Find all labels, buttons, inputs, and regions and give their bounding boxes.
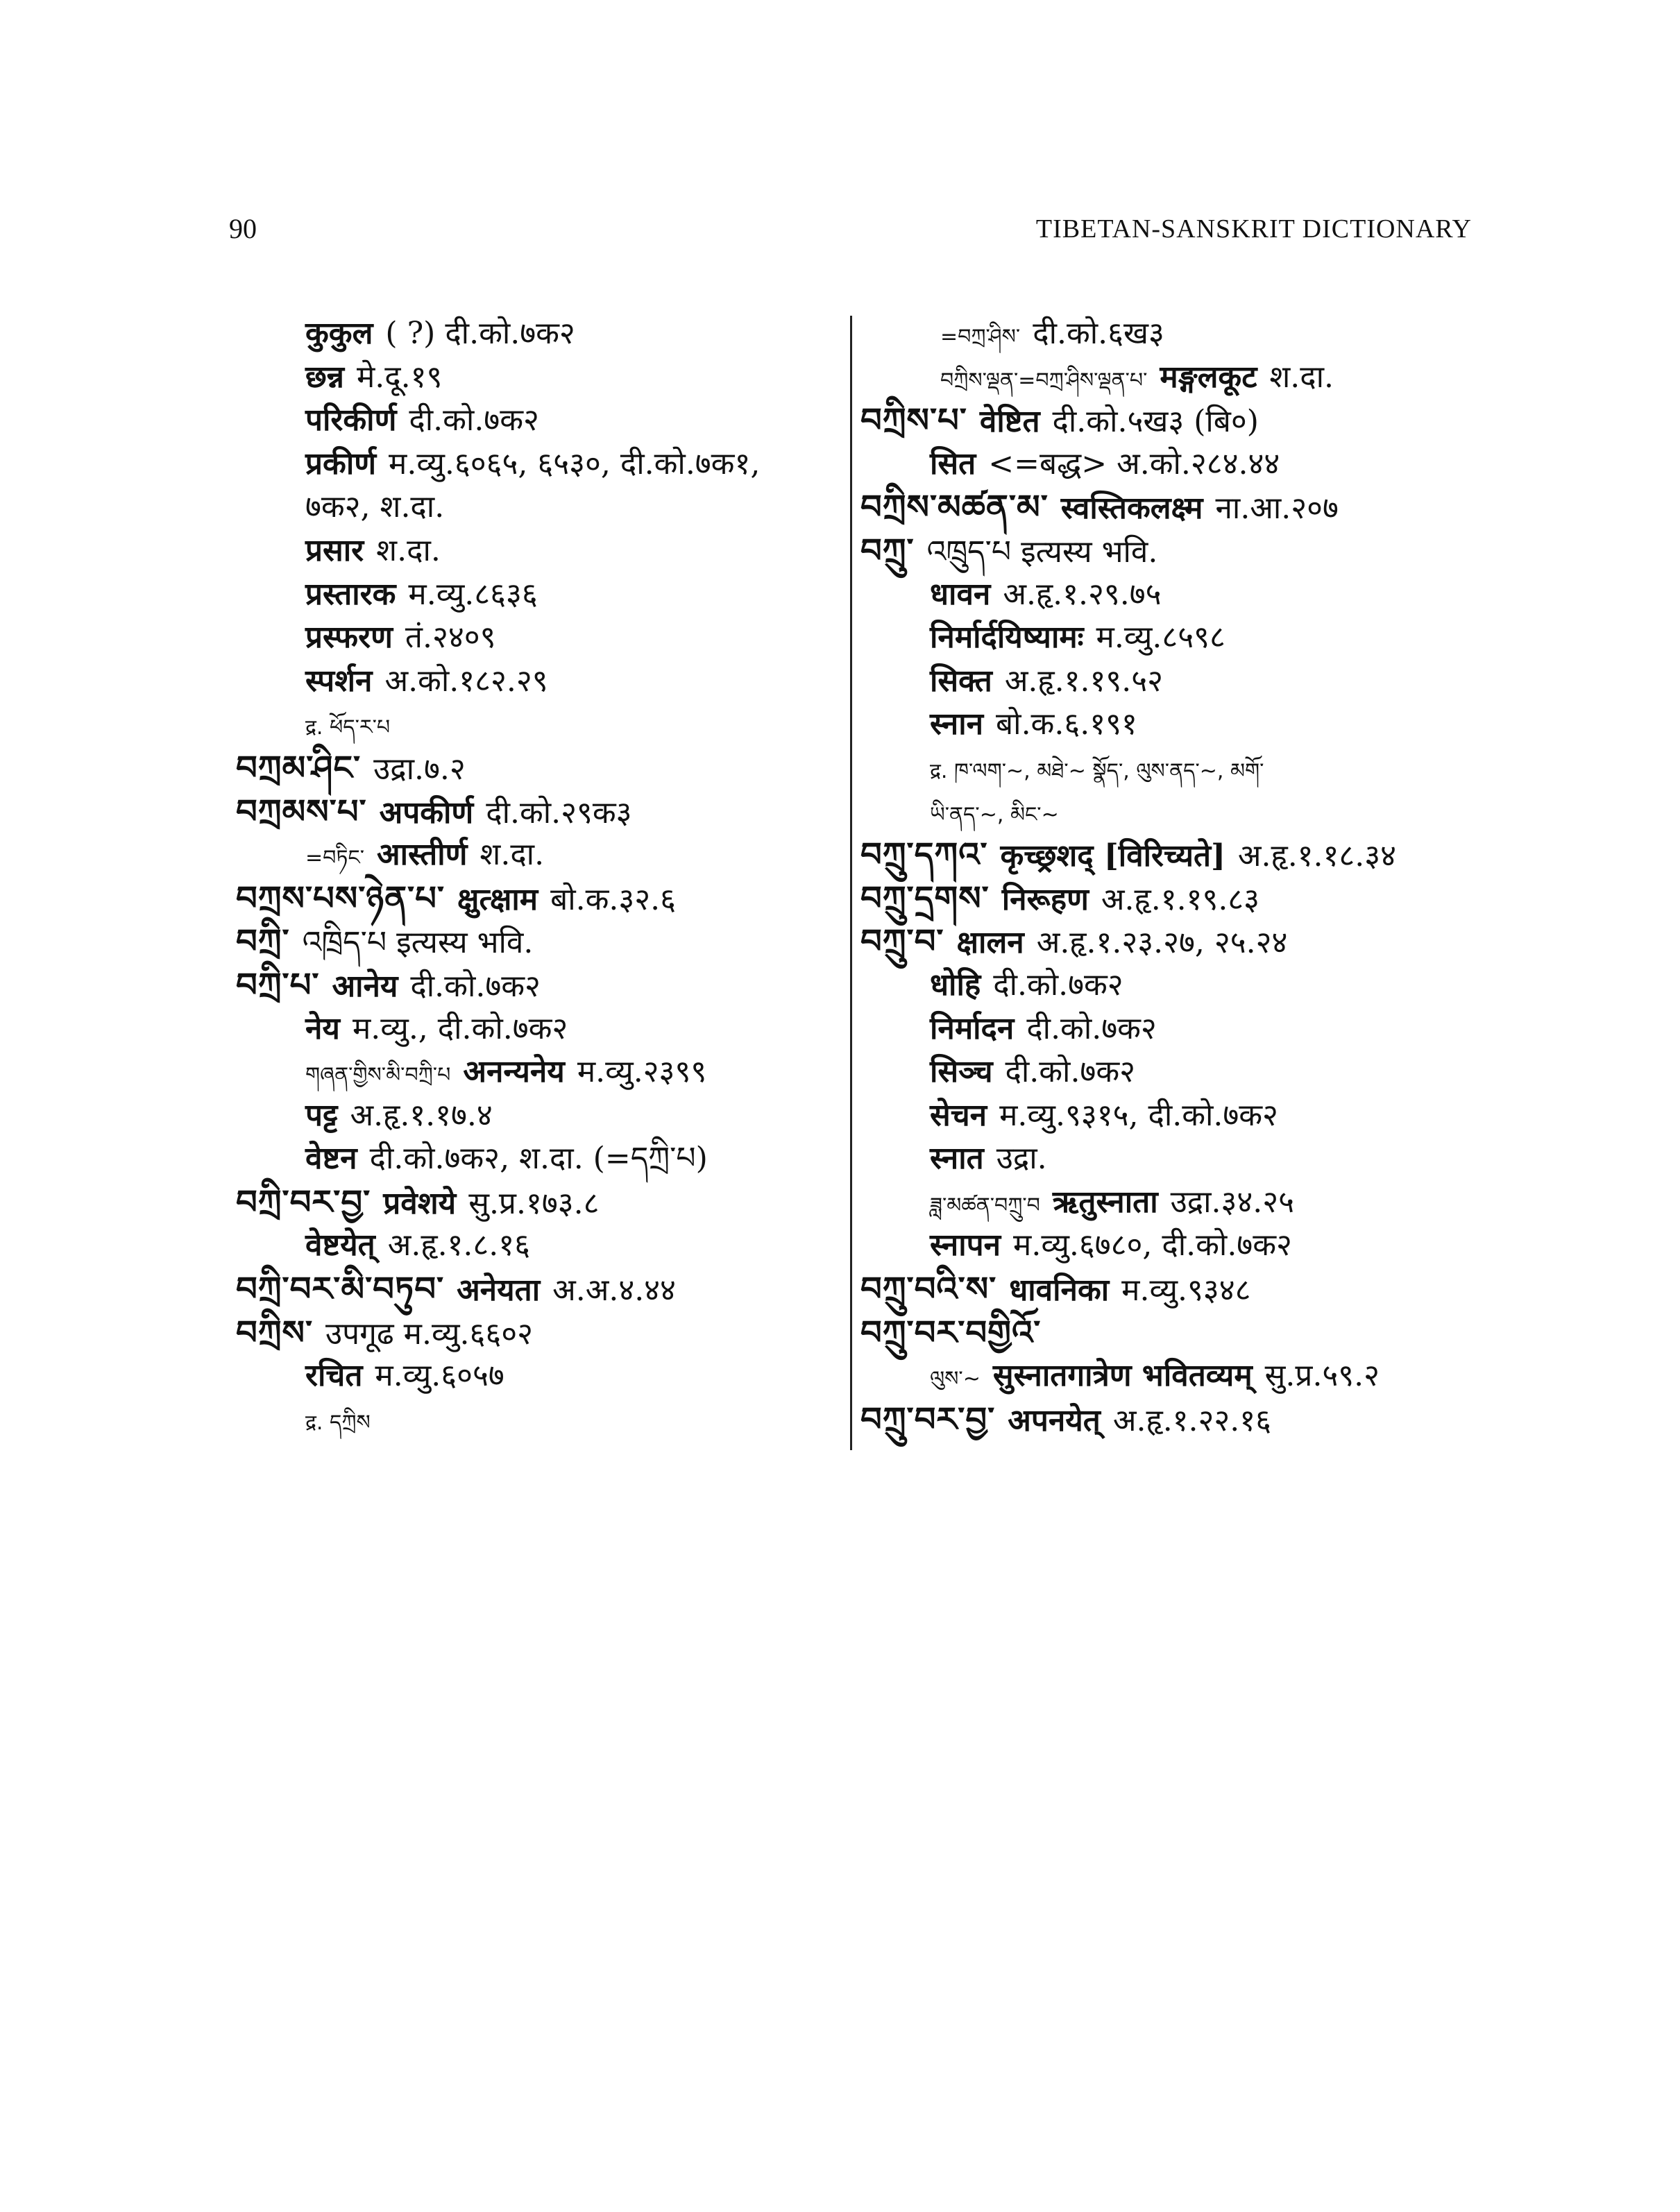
- source-reference: म.व्यु., दी.को.७क२: [352, 1010, 568, 1046]
- tibetan-term: བཀྲུ་བའི་ས་: [860, 1270, 997, 1309]
- source-reference: म.व्यु.८५९८: [1096, 620, 1225, 656]
- tibetan-term: བཀྲུ་བར་བྱ་: [860, 1399, 996, 1439]
- sanskrit-equivalent: ऋतुस्नाता: [1052, 1184, 1158, 1220]
- dictionary-sense-line: [236, 1050, 847, 1094]
- source-reference: उद्रा.७.२: [373, 751, 466, 787]
- sanskrit-equivalent: वेष्टयेत्: [305, 1227, 375, 1264]
- source-reference: འཁྲུད་པ इत्यस्य भवि.: [926, 534, 1158, 570]
- tibetan-term: ཟླ་མཚན་བཀྲུ་བ: [930, 1193, 1040, 1218]
- sanskrit-equivalent: छन्न: [305, 359, 344, 395]
- tibetan-term: द्र. ཕོད་ར་པ: [305, 715, 391, 740]
- source-reference: श.दा.: [1269, 359, 1334, 395]
- sanskrit-equivalent: क्षुत्क्षाम: [457, 881, 538, 917]
- dictionary-sense-line: [236, 443, 847, 486]
- source-reference: बो.क.३२.६: [550, 881, 677, 917]
- tibetan-term: =བཏིང་: [305, 846, 365, 871]
- tibetan-term: द्र. དཀྲིས: [305, 1410, 371, 1435]
- source-reference: अ.हृ.१.२३.२७, २५.२४: [1036, 925, 1288, 961]
- source-reference: ७क२, श.दा.: [305, 489, 445, 525]
- column-divider: [850, 316, 852, 1450]
- sanskrit-equivalent: कृच्छ्रशद् [विरिच्यते]: [1000, 838, 1225, 874]
- dictionary-sense-line: [236, 486, 847, 529]
- source-reference: ना.आ.२०७: [1215, 491, 1339, 527]
- source-reference: उपगूढ म.व्यु.६६०२: [325, 1316, 534, 1352]
- tibetan-term: བཀྲི་བར་བྱ་: [236, 1182, 371, 1222]
- dictionary-headword-line: [236, 1268, 847, 1311]
- dictionary-sense-line: [236, 573, 847, 617]
- source-reference: अ.हृ.१.८.१६: [387, 1227, 531, 1264]
- tibetan-term: གཞན་གྱིས་མི་བཀྲི་པ: [305, 1063, 451, 1088]
- dictionary-headword-line: [860, 877, 1485, 921]
- sanskrit-equivalent: प्रकीर्ण: [305, 445, 377, 482]
- dictionary-sense-line: [860, 964, 1485, 1007]
- dictionary-headword-line: [860, 1311, 1485, 1355]
- source-reference: श.दा.: [480, 837, 545, 873]
- dictionary-sense-line: [236, 660, 847, 704]
- dictionary-sense-line: [860, 1007, 1485, 1051]
- sanskrit-equivalent: अपनयेत्: [1008, 1402, 1101, 1438]
- sanskrit-equivalent: आस्तीर्ण: [377, 837, 468, 873]
- tibetan-term: བཀྲིས་པ་: [860, 401, 967, 441]
- source-reference: अ.हृ.१.२९.७५: [1003, 576, 1162, 612]
- source-reference: म.व्यु.९३१५, दी.को.७क२: [999, 1097, 1278, 1133]
- source-reference: अ.हृ.१.१९.५२: [1004, 663, 1163, 699]
- source-reference: अ.हृ.१.१८.३४: [1237, 838, 1397, 874]
- dictionary-sense-line: [236, 1094, 847, 1138]
- tibetan-term: བཀྲིས་: [236, 1313, 314, 1352]
- sanskrit-equivalent: निर्मादन: [930, 1010, 1015, 1046]
- sanskrit-equivalent: अनन्यनेय: [463, 1054, 565, 1090]
- source-reference: दी.को.७क२: [993, 967, 1123, 1003]
- source-reference: འཁྲིད་པ इत्यस्य भवि.: [302, 925, 534, 961]
- tibetan-term: द्र. ཁ་ལག་~, མཐེ་~ སྣོད་, ལུས་ནད་~, མགོ་: [930, 758, 1264, 783]
- dictionary-sense-line: [860, 1224, 1485, 1268]
- sanskrit-equivalent: आनेय: [332, 968, 398, 1004]
- dictionary-sense-line: [860, 443, 1485, 486]
- sanskrit-equivalent: प्रवेशये: [383, 1185, 457, 1221]
- dictionary-headword-line: [236, 1311, 847, 1355]
- source-reference: अ.हृ.१.१९.८३: [1101, 881, 1260, 917]
- tibetan-term: ལུས་~: [930, 1367, 981, 1392]
- source-reference: बो.क.६.१९१: [996, 706, 1137, 742]
- dictionary-sense-line: [860, 660, 1485, 704]
- sanskrit-equivalent: अनेयता: [457, 1273, 541, 1309]
- sanskrit-equivalent: स्नात: [930, 1141, 984, 1177]
- tibetan-term: བཀྲུ་དྲགས་: [860, 878, 990, 918]
- dictionary-sense-line: [860, 616, 1485, 660]
- dictionary-headword-line: [860, 399, 1485, 443]
- sanskrit-equivalent: वेष्टन: [305, 1141, 357, 1177]
- dictionary-sense-line: [236, 703, 847, 747]
- source-reference: मे.दू.१९: [356, 359, 443, 395]
- source-reference: दी.को.२९क३: [486, 794, 632, 831]
- tibetan-term: བཀྲམས་པ་: [236, 792, 367, 831]
- dictionary-sense-line: [860, 1094, 1485, 1138]
- sanskrit-equivalent: स्नापन: [930, 1227, 1001, 1264]
- dictionary-sense-line: [236, 399, 847, 443]
- source-reference: अ.अ.४.४४: [552, 1273, 676, 1309]
- dictionary-headword-line: [236, 964, 847, 1007]
- sanskrit-equivalent: पट्ट: [305, 1097, 338, 1133]
- source-reference: म.व्यु.६७८०, दी.को.७क२: [1013, 1227, 1292, 1264]
- source-reference: म.व्यु.८६३६: [408, 576, 538, 612]
- source-reference: म.व्यु.६०६५, ६५३०, दी.को.७क१,: [389, 445, 761, 482]
- tibetan-term: བཀྲུ་: [860, 531, 915, 570]
- sanskrit-equivalent: सित: [930, 445, 976, 482]
- sanskrit-equivalent: क्षालन: [956, 925, 1024, 961]
- dictionary-headword-line: [236, 1181, 847, 1225]
- dictionary-headword-line: [236, 747, 847, 790]
- dictionary-headword-line: [860, 920, 1485, 964]
- source-reference: दी.को.७क२: [409, 402, 539, 439]
- dictionary-sense-line: [860, 312, 1485, 356]
- source-reference: म.व्यु.६०५७: [375, 1358, 504, 1394]
- tibetan-term: ཡི་ནད་~, མིང་~: [930, 802, 1059, 827]
- right-column: [860, 312, 1485, 1441]
- source-reference: उद्रा.३४.२५: [1170, 1184, 1294, 1220]
- sanskrit-equivalent: स्पर्शन: [305, 663, 373, 699]
- source-reference: दी.को.६ख३: [1033, 316, 1164, 351]
- source-reference: सु.प्र.५९.२: [1264, 1358, 1380, 1394]
- dictionary-sense-line: [236, 356, 847, 400]
- sanskrit-equivalent: प्रसार: [305, 532, 364, 568]
- dictionary-headword-line: [236, 877, 847, 921]
- source-reference: दी.को.७क२: [410, 968, 541, 1004]
- dictionary-headword-line: [860, 486, 1485, 529]
- dictionary-sense-line: [860, 1050, 1485, 1094]
- source-reference: अ.को.१८२.२९: [384, 663, 548, 699]
- sanskrit-equivalent: मङ्गलकूट: [1160, 359, 1257, 395]
- sanskrit-equivalent: सिञ्च: [930, 1054, 993, 1090]
- source-reference: तं.२४०९: [405, 620, 496, 656]
- sanskrit-equivalent: सुस्नातगात्रेण भवितव्यम्: [992, 1358, 1253, 1394]
- sanskrit-equivalent: धोहि: [930, 967, 981, 1003]
- dictionary-sense-line: [860, 1137, 1485, 1181]
- source-reference: <=बद्ध> अ.को.२८४.४४: [988, 445, 1280, 482]
- tibetan-term: བཀྲུ་བ་: [860, 922, 944, 962]
- sanskrit-equivalent: अपकीर्ण: [379, 794, 474, 831]
- source-reference: अ.हृ.१.१७.४: [350, 1097, 493, 1133]
- source-reference: श.दा.: [376, 532, 441, 568]
- dictionary-sense-line: [236, 312, 847, 356]
- dictionary-sense-line: [236, 1224, 847, 1268]
- sanskrit-equivalent: प्रस्फरण: [305, 620, 393, 656]
- dictionary-sense-line: [236, 833, 847, 877]
- sanskrit-equivalent: परिकीर्ण: [305, 402, 397, 439]
- tibetan-term: བཀྲིས་ལྡན་=བཀྲ་ཤིས་ལྡན་པ་: [940, 368, 1148, 393]
- source-reference: दी.को.७क२: [1005, 1054, 1135, 1090]
- sanskrit-equivalent: निरूहण: [1001, 881, 1089, 917]
- tibetan-term: བཀྲི་: [236, 922, 290, 962]
- dictionary-sense-line: [860, 1354, 1485, 1398]
- left-column: [236, 312, 847, 1441]
- tibetan-term: བཀྲམ་ཤིང་: [236, 748, 362, 788]
- source-reference: दी.को.५ख३ (बि०): [1052, 404, 1259, 440]
- dictionary-headword-line: [860, 833, 1485, 877]
- sanskrit-equivalent: नेय: [305, 1010, 340, 1046]
- dictionary-sense-line: [236, 1354, 847, 1398]
- dictionary-sense-line: [860, 356, 1485, 400]
- dictionary-sense-line: [860, 573, 1485, 617]
- source-reference: उद्रा.: [996, 1141, 1047, 1177]
- source-reference: ( ?) दी.को.७क२: [385, 316, 575, 351]
- dictionary-sense-line: [860, 703, 1485, 747]
- sanskrit-equivalent: वेष्टित: [979, 404, 1040, 440]
- dictionary-sense-line: [236, 529, 847, 573]
- sanskrit-equivalent: कुकुल: [305, 316, 373, 351]
- page-number: 90: [229, 213, 257, 244]
- tibetan-term: བཀྲི་བར་མི་བཏུབ་: [236, 1270, 445, 1309]
- tibetan-term: བཀྲིས་མཚན་མ་: [860, 488, 1049, 527]
- dictionary-sense-line: [236, 1398, 847, 1442]
- source-reference: म.व्यु.२३९९: [577, 1054, 707, 1090]
- sanskrit-equivalent: निर्मार्दयिष्यामः: [930, 620, 1084, 656]
- sanskrit-equivalent: रचित: [305, 1358, 363, 1394]
- sanskrit-equivalent: सेचन: [930, 1097, 987, 1133]
- tibetan-term: བཀྲས་པས་ཉེན་པ་: [236, 878, 445, 918]
- tibetan-term: བཀྲི་པ་: [236, 965, 320, 1005]
- dictionary-sense-line: [236, 1137, 847, 1181]
- dictionary-headword-line: [236, 920, 847, 964]
- sanskrit-equivalent: प्रस्तारक: [305, 576, 396, 612]
- tibetan-term: =བཀྲ་ཤིས་: [940, 325, 1021, 349]
- tibetan-term: བཀྲུ་བར་བགྱིའོ་: [860, 1313, 1042, 1352]
- tibetan-term: བཀྲུ་དཀའ་: [860, 835, 988, 875]
- running-head: TIBETAN-SANSKRIT DICTIONARY: [1035, 214, 1472, 244]
- dictionary-sense-line: [236, 616, 847, 660]
- source-reference: दी.को.७क२, श.दा. (=དཀྲི་པ): [369, 1141, 708, 1177]
- dictionary-headword-line: [860, 529, 1485, 573]
- sanskrit-equivalent: स्वस्तिकलक्ष्म: [1060, 491, 1203, 527]
- dictionary-sense-line: [860, 790, 1485, 834]
- source-reference: अ.हृ.१.२२.१६: [1112, 1402, 1272, 1438]
- dictionary-sense-line: [860, 1181, 1485, 1225]
- dictionary-headword-line: [860, 1398, 1485, 1442]
- source-reference: सु.प्र.१७३.८: [468, 1185, 600, 1221]
- source-reference: दी.को.७क२: [1026, 1010, 1157, 1046]
- sanskrit-equivalent: धावनिका: [1009, 1273, 1110, 1309]
- sanskrit-equivalent: सिक्त: [930, 663, 992, 699]
- dictionary-sense-line: [236, 1007, 847, 1051]
- source-reference: म.व्यु.९३४८: [1121, 1273, 1251, 1309]
- sanskrit-equivalent: स्नान: [930, 706, 984, 742]
- dictionary-headword-line: [236, 790, 847, 834]
- sanskrit-equivalent: धावन: [930, 576, 991, 612]
- dictionary-headword-line: [860, 1268, 1485, 1311]
- dictionary-sense-line: [860, 747, 1485, 790]
